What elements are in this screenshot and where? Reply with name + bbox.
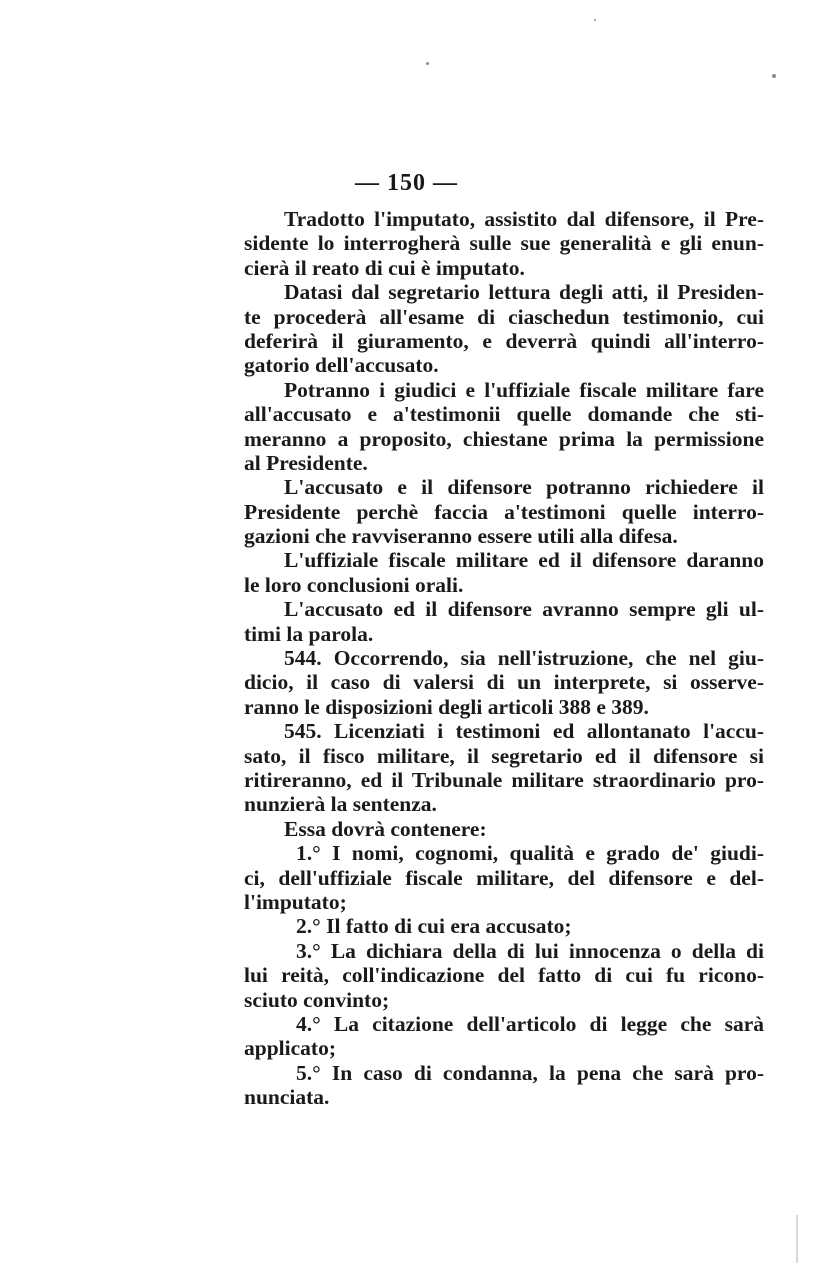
page-body-text xyxy=(244,207,764,1109)
text-line: deferirà il giuramento, e deverrà quindi all'interro- xyxy=(244,328,764,353)
text-line: sato, il fisco militare, il segretario ed il difensore si xyxy=(244,743,764,768)
text-line: ritireranno, ed il Tribunale militare straordinario pro- xyxy=(244,767,764,792)
text-line: meranno a proposito, chiestane prima la permissione xyxy=(244,426,764,451)
text-line: 3.° La dichiara della di lui innocenza o della di xyxy=(296,938,764,963)
text-line: sciuto convinto; xyxy=(244,987,390,1012)
text-line: all'accusato e a'testimonii quelle domande che sti- xyxy=(244,402,764,427)
text-line: Datasi dal segretario lettura degli atti, il Presiden- xyxy=(284,280,764,305)
text-line: ci, dell'uffiziale fiscale militare, del difensore e del- xyxy=(244,865,764,890)
text-line: nunzierà la sentenza. xyxy=(244,792,437,817)
text-line: 2.° Il fatto di cui era accusato; xyxy=(296,914,572,939)
text-line: nunciata. xyxy=(244,1085,330,1110)
text-line: le loro conclusioni orali. xyxy=(244,572,464,597)
paper-speck xyxy=(594,19,596,21)
paper-speck xyxy=(426,62,429,65)
text-line: 545. Licenziati i testimoni ed allontanato l'accu- xyxy=(284,719,764,744)
paper-speck xyxy=(772,74,776,78)
text-line: gatorio dell'accusato. xyxy=(244,353,439,378)
text-line: Potranno i giudici e l'uffiziale fiscale militare fare xyxy=(284,377,764,402)
text-line: 4.° La citazione dell'articolo di legge che sarà xyxy=(296,1011,764,1036)
text-line: Tradotto l'imputato, assistito dal difensore, il Pre- xyxy=(284,207,764,231)
text-line: cierà il reato di cui è imputato. xyxy=(244,255,525,280)
text-line: 1.° I nomi, cognomi, qualità e grado de' giudi- xyxy=(296,841,764,866)
text-line: al Presidente. xyxy=(244,450,368,475)
text-line: L'accusato ed il difensore avranno sempre gli ul- xyxy=(284,597,764,622)
text-line: 5.° In caso di condanna, la pena che sarà pro- xyxy=(296,1060,764,1085)
text-line: Presidente perchè faccia a'testimoni quelle interro- xyxy=(244,499,764,524)
text-line: Essa dovrà contenere: xyxy=(284,816,487,841)
text-line: 544. Occorrendo, sia nell'istruzione, che nel giu- xyxy=(284,646,764,671)
text-line: applicato; xyxy=(244,1036,336,1061)
text-line: ranno le disposizioni degli articoli 388 e 389. xyxy=(244,694,649,719)
text-line: timi la parola. xyxy=(244,621,374,646)
text-line: L'uffiziale fiscale militare ed il difensore daranno xyxy=(284,548,764,573)
text-line: l'imputato; xyxy=(244,889,347,914)
text-line: lui reità, coll'indicazione del fatto di cui fu ricono- xyxy=(244,963,764,988)
text-line: dicio, il caso di valersi di un interprete, si osserve- xyxy=(244,670,764,695)
text-line: gazioni che ravviseranno essere utili alla difesa. xyxy=(244,524,678,549)
text-line: sidente lo interrogherà sulle sue generalità e gli enun- xyxy=(244,231,764,256)
page-edge-mark xyxy=(796,1215,798,1263)
text-line: te procederà all'esame di ciaschedun testimonio, cui xyxy=(244,304,764,329)
page-number: — 150 — xyxy=(355,170,458,196)
text-line: L'accusato e il difensore potranno richiedere il xyxy=(284,475,764,500)
